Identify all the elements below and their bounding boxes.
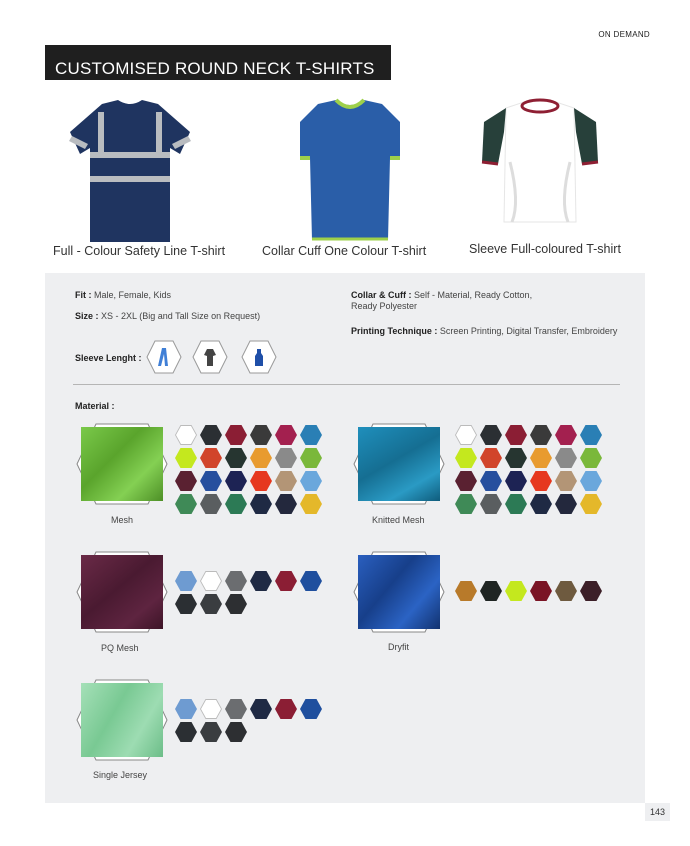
color-swatch xyxy=(225,425,247,445)
color-swatch xyxy=(250,699,272,719)
color-swatch xyxy=(555,581,577,601)
color-swatch xyxy=(300,571,322,591)
dryfit-fabric-image xyxy=(358,555,440,629)
color-swatch xyxy=(200,722,222,742)
fabric-swatch-pq-mesh xyxy=(76,551,168,633)
color-swatch xyxy=(580,425,602,445)
color-swatch xyxy=(250,448,272,468)
color-swatch xyxy=(505,448,527,468)
color-swatch xyxy=(300,471,322,491)
fabric-swatch-single-jersey xyxy=(76,679,168,761)
color-swatch xyxy=(480,471,502,491)
color-swatch xyxy=(580,471,602,491)
material-label-knitted-mesh: Knitted Mesh xyxy=(372,515,425,525)
color-swatch xyxy=(300,494,322,514)
color-swatch xyxy=(530,425,552,445)
color-swatch xyxy=(530,581,552,601)
specs-panel xyxy=(45,273,645,803)
color-swatch xyxy=(250,471,272,491)
color-swatch xyxy=(455,471,477,491)
product-collar-cuff xyxy=(250,92,450,247)
title-bar xyxy=(45,45,391,80)
product-sleeve-full xyxy=(440,92,640,247)
color-swatch xyxy=(300,448,322,468)
mesh-fabric-image xyxy=(81,427,163,501)
color-grid-pq-mesh xyxy=(175,571,322,614)
color-swatch xyxy=(225,594,247,614)
color-swatch xyxy=(455,425,477,445)
color-swatch xyxy=(175,448,197,468)
color-swatch xyxy=(455,581,477,601)
color-grid-single-jersey xyxy=(175,699,322,742)
color-swatch xyxy=(200,425,222,445)
pq-mesh-fabric-image xyxy=(81,555,163,629)
color-grid-mesh xyxy=(175,425,322,514)
color-swatch xyxy=(455,448,477,468)
divider xyxy=(73,384,620,385)
color-swatch xyxy=(225,494,247,514)
single-jersey-fabric-image xyxy=(81,683,163,757)
page-number: 143 xyxy=(645,803,670,821)
spec-sleeve-length: Sleeve Lenght : xyxy=(75,353,142,363)
material-heading: Material : xyxy=(75,401,115,411)
color-swatch xyxy=(505,494,527,514)
color-swatch xyxy=(225,571,247,591)
color-swatch xyxy=(200,494,222,514)
color-swatch xyxy=(275,571,297,591)
on-demand-label: ON DEMAND xyxy=(598,30,650,39)
color-swatch xyxy=(275,471,297,491)
material-label-pq-mesh: PQ Mesh xyxy=(101,643,139,653)
color-swatch xyxy=(250,425,272,445)
color-swatch xyxy=(505,425,527,445)
color-swatch xyxy=(580,448,602,468)
color-swatch xyxy=(555,448,577,468)
color-swatch xyxy=(250,494,272,514)
color-swatch xyxy=(555,471,577,491)
color-swatch xyxy=(580,494,602,514)
knitted-mesh-fabric-image xyxy=(358,427,440,501)
color-swatch xyxy=(300,425,322,445)
fabric-swatch-dryfit xyxy=(353,551,445,633)
color-swatch xyxy=(175,722,197,742)
white-tshirt-with-dark-green-sleeves-image xyxy=(440,92,640,247)
color-swatch xyxy=(530,448,552,468)
color-swatch xyxy=(175,571,197,591)
fabric-swatch-knitted-mesh xyxy=(353,423,445,505)
page-title: CUSTOMISED ROUND NECK T-SHIRTS xyxy=(55,59,375,78)
color-grid-dryfit xyxy=(455,581,602,601)
color-swatch xyxy=(175,471,197,491)
color-swatch xyxy=(505,471,527,491)
color-swatch xyxy=(225,722,247,742)
color-swatch xyxy=(555,425,577,445)
color-swatch xyxy=(200,571,222,591)
color-swatch xyxy=(275,699,297,719)
color-swatch xyxy=(275,448,297,468)
color-swatch xyxy=(580,581,602,601)
product-safety-line xyxy=(30,92,230,247)
spec-collar-cuff: Collar & Cuff : Self - Material, Ready Cotton, Ready Polyester xyxy=(351,290,533,311)
long-sleeve-icon xyxy=(146,340,182,374)
color-swatch xyxy=(555,494,577,514)
color-swatch xyxy=(175,594,197,614)
color-swatch xyxy=(200,699,222,719)
spec-fit: Fit : Male, Female, Kids xyxy=(75,290,172,300)
sleeveless-icon xyxy=(241,340,277,374)
color-swatch xyxy=(480,581,502,601)
color-swatch xyxy=(480,494,502,514)
color-swatch xyxy=(530,494,552,514)
color-swatch xyxy=(480,448,502,468)
material-label-single-jersey: Single Jersey xyxy=(93,770,148,780)
fabric-swatch-mesh xyxy=(76,423,168,505)
half-sleeve-icon xyxy=(192,340,228,374)
color-swatch xyxy=(505,581,527,601)
color-swatch xyxy=(175,425,197,445)
blue-tshirt-with-lime-collar-and-cuffs-image xyxy=(250,92,450,247)
color-swatch xyxy=(225,699,247,719)
product-label-safety-line: Full - Colour Safety Line T-shirt xyxy=(53,244,226,258)
color-swatch xyxy=(200,448,222,468)
color-swatch xyxy=(275,494,297,514)
color-swatch xyxy=(530,471,552,491)
color-swatch xyxy=(200,471,222,491)
color-swatch xyxy=(175,699,197,719)
color-swatch xyxy=(175,494,197,514)
material-label-dryfit: Dryfit xyxy=(388,642,409,652)
color-swatch xyxy=(455,494,477,514)
spec-size: Size : XS - 2XL (Big and Tall Size on Request) xyxy=(75,311,261,321)
color-swatch xyxy=(275,425,297,445)
navy-tshirt-with-reflective-safety-stripes-image xyxy=(30,92,230,247)
color-swatch xyxy=(225,448,247,468)
color-swatch xyxy=(250,571,272,591)
spec-printing: Printing Technique : Screen Printing, Digital Transfer, Embroidery xyxy=(351,326,618,336)
product-label-collar-cuff: Collar Cuff One Colour T-shirt xyxy=(262,244,427,258)
color-grid-knitted-mesh xyxy=(455,425,602,514)
material-label-mesh: Mesh xyxy=(111,515,134,525)
product-label-sleeve-full: Sleeve Full-coloured T-shirt xyxy=(469,242,621,256)
color-swatch xyxy=(480,425,502,445)
color-swatch xyxy=(200,594,222,614)
color-swatch xyxy=(225,471,247,491)
color-swatch xyxy=(300,699,322,719)
